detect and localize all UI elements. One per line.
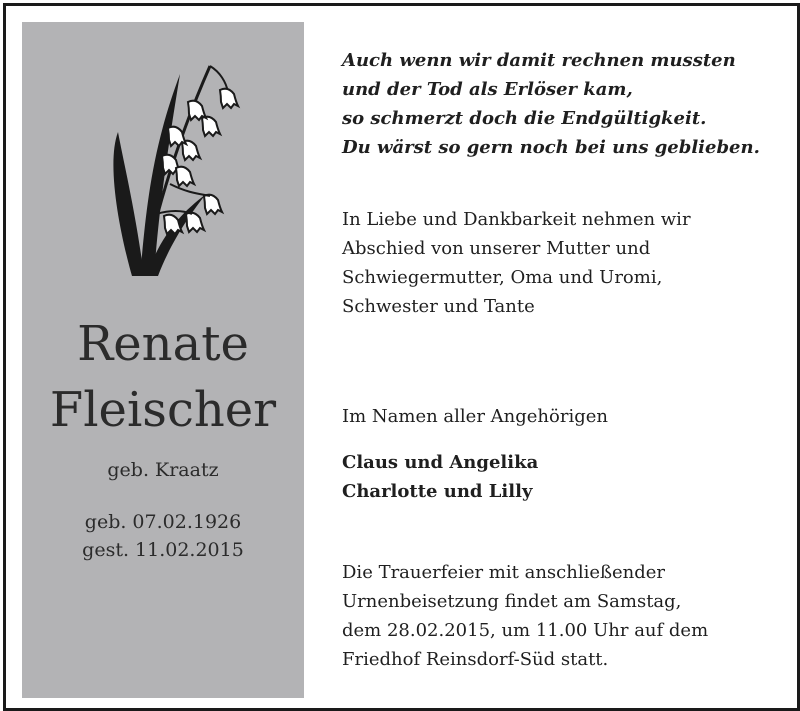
farewell-line: Abschied von unserer Mutter und (342, 238, 651, 259)
birth-date: geb. 07.02.1926 (84, 511, 242, 533)
maiden-name: geb. Kraatz (107, 459, 219, 481)
ceremony-text (342, 558, 708, 674)
on-behalf-text (342, 402, 608, 431)
farewell-line: In Liebe und Dankbarkeit nehmen wir (342, 209, 691, 230)
poem-line: Auch wenn wir damit rechnen mussten (342, 50, 736, 71)
first-name: Renate (77, 316, 249, 372)
last-name: Fleischer (49, 382, 277, 438)
family-names (342, 448, 538, 506)
on-behalf-line: Im Namen aller Angehörigen (342, 406, 608, 427)
poem-line: so schmerzt doch die Endgültigkeit. (342, 108, 707, 129)
poem-line: und der Tod als Erlöser kam, (342, 79, 633, 100)
name-panel (22, 22, 304, 698)
ceremony-line: Urnenbeisetzung findet am Samstag, (342, 591, 682, 612)
death-date: gest. 11.02.2015 (82, 539, 244, 561)
poem-line: Du wärst so gern noch bei uns geblieben. (342, 137, 760, 158)
ceremony-line: Friedhof Reinsdorf-Süd statt. (342, 649, 609, 670)
family-line: Charlotte und Lilly (342, 481, 533, 502)
lily-of-the-valley-icon (110, 44, 250, 280)
farewell-text (342, 205, 691, 321)
farewell-line: Schwiegermutter, Oma und Uromi, (342, 267, 663, 288)
family-line: Claus und Angelika (342, 452, 539, 473)
poem (342, 46, 760, 162)
farewell-line: Schwester und Tante (342, 296, 535, 317)
obituary-frame (3, 3, 800, 711)
ceremony-line: Die Trauerfeier mit anschließender (342, 562, 666, 583)
ceremony-line: dem 28.02.2015, um 11.00 Uhr auf dem (342, 620, 709, 641)
